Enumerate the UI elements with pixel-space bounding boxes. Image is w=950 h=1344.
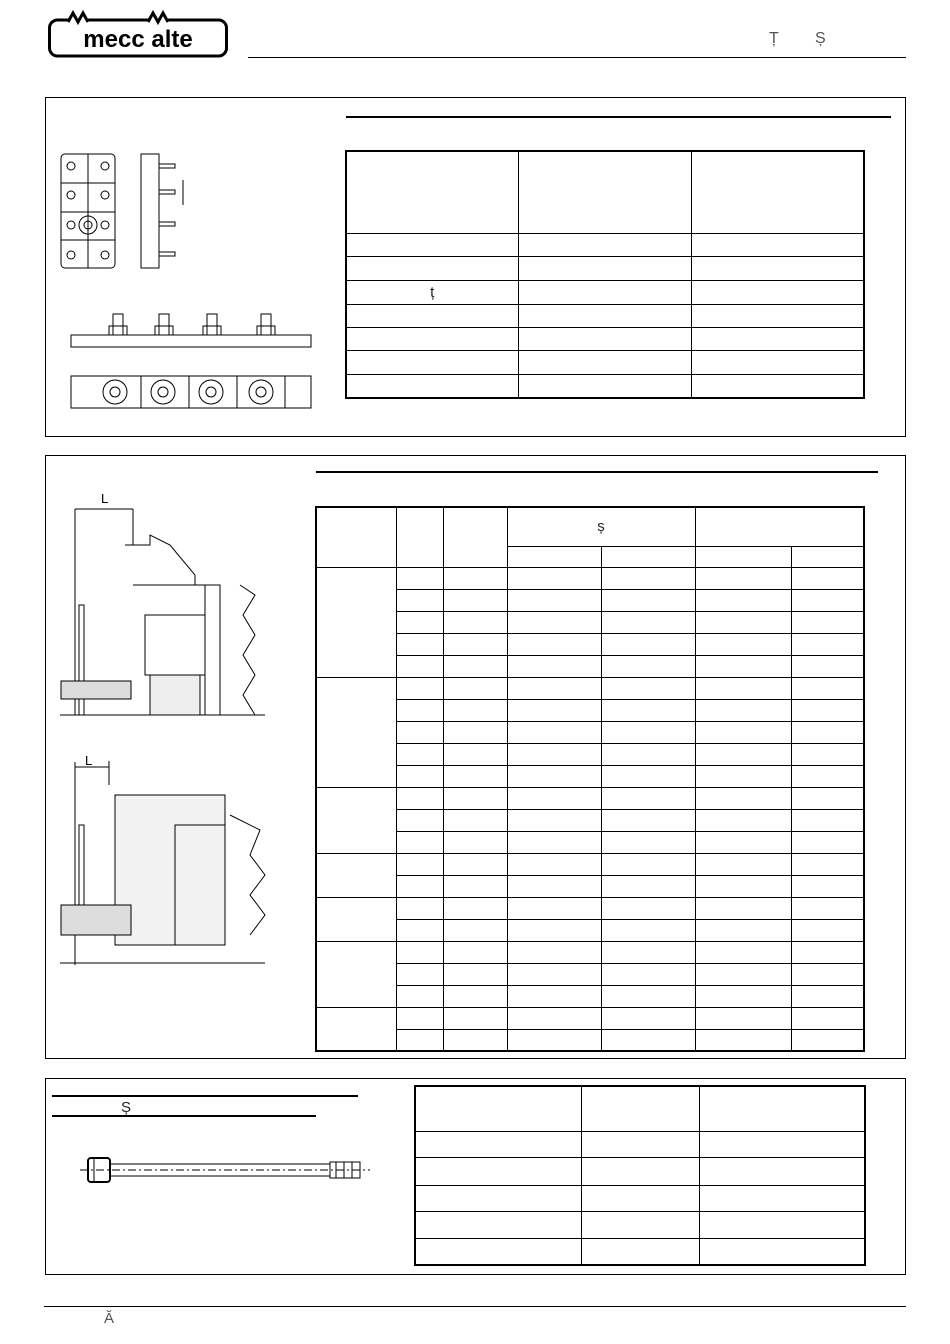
table-cell — [791, 743, 864, 765]
table-cell — [507, 787, 601, 809]
table-cell — [443, 765, 507, 787]
table-cell — [415, 1239, 581, 1265]
table-cell — [791, 589, 864, 611]
table-cell — [581, 1211, 699, 1238]
table-cell — [601, 1029, 695, 1051]
table-cell — [443, 589, 507, 611]
table-cell — [396, 875, 443, 897]
header-mark: ș — [597, 518, 605, 536]
table-cell — [601, 809, 695, 831]
table-cell — [443, 507, 507, 567]
table-cell — [791, 897, 864, 919]
terminal-spec-table — [345, 150, 865, 399]
table-cell — [507, 721, 601, 743]
table-cell — [346, 151, 518, 233]
table-cell — [396, 809, 443, 831]
table-cell — [507, 831, 601, 853]
table-cell — [396, 567, 443, 589]
table-cell — [695, 721, 791, 743]
table-cell — [443, 963, 507, 985]
table-cell — [316, 787, 396, 853]
table-cell — [601, 941, 695, 963]
table-header-group — [695, 507, 864, 546]
table-cell — [443, 787, 507, 809]
table-cell — [415, 1086, 581, 1132]
table-cell — [601, 897, 695, 919]
table-cell — [699, 1211, 865, 1238]
table-cell — [791, 1007, 864, 1029]
table-cell — [791, 941, 864, 963]
table-cell — [695, 589, 791, 611]
table-cell — [443, 743, 507, 765]
table-cell — [695, 743, 791, 765]
table-cell — [601, 546, 695, 567]
table-cell — [346, 256, 518, 280]
table-cell — [695, 787, 791, 809]
table-cell — [396, 589, 443, 611]
table-cell — [346, 327, 518, 350]
table-cell — [396, 633, 443, 655]
table-cell — [601, 831, 695, 853]
table-cell — [695, 941, 791, 963]
table-cell — [507, 1007, 601, 1029]
table-cell — [518, 280, 691, 304]
table-cell — [601, 985, 695, 1007]
table-cell — [518, 256, 691, 280]
table-cell — [396, 941, 443, 963]
table-cell — [695, 633, 791, 655]
table-cell — [691, 350, 864, 374]
table-cell — [443, 919, 507, 941]
table-cell — [396, 743, 443, 765]
table-cell — [601, 567, 695, 589]
table-cell — [396, 765, 443, 787]
table-cell — [791, 765, 864, 787]
table-cell — [518, 374, 691, 398]
dimension-label-bottom: L — [85, 753, 93, 768]
table-cell — [791, 875, 864, 897]
table-cell — [396, 897, 443, 919]
table-cell — [316, 1007, 396, 1051]
table-cell — [507, 985, 601, 1007]
table-cell — [695, 963, 791, 985]
table-cell — [316, 567, 396, 677]
terminal-board-drawing — [55, 150, 325, 415]
table-cell — [518, 350, 691, 374]
table-cell — [699, 1239, 865, 1265]
table-cell — [791, 1029, 864, 1051]
table-cell — [507, 589, 601, 611]
table-cell — [699, 1158, 865, 1185]
table-header-group — [507, 507, 695, 546]
table-cell — [691, 327, 864, 350]
table-cell — [507, 765, 601, 787]
table-cell — [346, 374, 518, 398]
table-cell — [316, 507, 396, 567]
table-cell — [507, 941, 601, 963]
table-cell — [581, 1132, 699, 1158]
table-cell — [443, 875, 507, 897]
table-cell — [695, 611, 791, 633]
table-cell — [507, 809, 601, 831]
table-cell — [346, 304, 518, 327]
table-cell — [791, 677, 864, 699]
table-cell — [791, 853, 864, 875]
table-cell — [443, 633, 507, 655]
table-cell — [443, 897, 507, 919]
table-cell — [443, 677, 507, 699]
table-cell — [601, 963, 695, 985]
header-glyph-left: Ț — [769, 30, 779, 47]
table-cell — [396, 853, 443, 875]
table-cell — [507, 897, 601, 919]
table-cell — [581, 1185, 699, 1211]
table-cell — [601, 743, 695, 765]
table-cell — [507, 743, 601, 765]
table-cell — [396, 677, 443, 699]
table-cell — [791, 611, 864, 633]
coupling-section-drawing — [55, 485, 270, 985]
panel3-title-mark: Ș — [121, 1099, 132, 1116]
table-cell — [695, 655, 791, 677]
table-cell — [346, 280, 518, 304]
table-cell — [791, 963, 864, 985]
panel2-title-rule — [316, 471, 878, 473]
table-cell — [601, 721, 695, 743]
table-cell — [601, 589, 695, 611]
panel3-subtitle-rule — [52, 1115, 316, 1117]
coupling-spec-table — [315, 506, 865, 1052]
table-cell — [691, 280, 864, 304]
table-cell — [415, 1185, 581, 1211]
table-cell — [507, 699, 601, 721]
table-cell — [443, 655, 507, 677]
table-cell — [695, 765, 791, 787]
table-cell — [695, 1029, 791, 1051]
table-cell — [695, 699, 791, 721]
table-cell — [791, 655, 864, 677]
table-cell — [791, 567, 864, 589]
table-cell — [518, 304, 691, 327]
table-cell — [507, 633, 601, 655]
table-cell — [581, 1239, 699, 1265]
table-cell — [791, 787, 864, 809]
header-glyph-right: Ș — [815, 30, 826, 47]
table-cell — [791, 831, 864, 853]
table-cell — [316, 941, 396, 1007]
table-cell — [507, 546, 601, 567]
table-cell — [507, 919, 601, 941]
table-cell — [601, 1007, 695, 1029]
table-cell — [601, 787, 695, 809]
table-cell — [601, 853, 695, 875]
table-cell — [443, 853, 507, 875]
table-cell — [396, 919, 443, 941]
footer-rule — [44, 1306, 906, 1307]
table-cell — [691, 374, 864, 398]
table-cell — [346, 233, 518, 256]
table-cell — [699, 1086, 865, 1132]
table-cell — [791, 919, 864, 941]
table-cell — [691, 304, 864, 327]
table-cell — [695, 831, 791, 853]
table-cell — [507, 677, 601, 699]
table-cell — [396, 787, 443, 809]
table-cell — [691, 233, 864, 256]
table-cell — [415, 1158, 581, 1185]
table-cell — [507, 567, 601, 589]
table-cell — [507, 1029, 601, 1051]
table-cell — [443, 809, 507, 831]
table-cell — [601, 875, 695, 897]
table-cell — [695, 1007, 791, 1029]
table-cell — [396, 655, 443, 677]
table-cell — [443, 611, 507, 633]
table-cell — [507, 963, 601, 985]
table-cell — [581, 1086, 699, 1132]
table-cell — [601, 765, 695, 787]
dimension-label-top: L — [101, 491, 109, 506]
footer-glyph: Ă — [104, 1310, 115, 1327]
table-cell — [415, 1211, 581, 1238]
mecc-alte-logo — [48, 10, 228, 58]
bolt-spec-table — [414, 1085, 866, 1266]
table-cell — [316, 677, 396, 787]
panel3-title-rule — [52, 1095, 358, 1097]
table-cell — [791, 633, 864, 655]
table-cell — [443, 831, 507, 853]
table-cell — [518, 327, 691, 350]
table-cell — [443, 699, 507, 721]
table-cell — [415, 1132, 581, 1158]
table-cell — [396, 1007, 443, 1029]
table-cell — [601, 633, 695, 655]
table-cell — [443, 1029, 507, 1051]
table-cell — [791, 985, 864, 1007]
bolt-drawing — [80, 1150, 370, 1190]
table-cell — [507, 875, 601, 897]
table-cell — [791, 721, 864, 743]
table-cell — [695, 546, 791, 567]
table-cell — [791, 546, 864, 567]
table-cell — [699, 1185, 865, 1211]
table-cell — [316, 853, 396, 897]
table-cell — [443, 721, 507, 743]
table-cell — [601, 919, 695, 941]
table-cell — [507, 611, 601, 633]
table-cell — [396, 721, 443, 743]
table-cell — [791, 699, 864, 721]
table-cell — [316, 897, 396, 941]
panel1-title-rule — [346, 116, 891, 118]
table-cell — [695, 985, 791, 1007]
table-cell — [396, 699, 443, 721]
table-cell — [601, 611, 695, 633]
table-cell — [581, 1158, 699, 1185]
table-cell — [695, 809, 791, 831]
header-rule — [248, 57, 906, 58]
table-cell — [443, 985, 507, 1007]
table-cell — [507, 853, 601, 875]
table-cell — [695, 853, 791, 875]
logo-text: mecc alte — [83, 26, 193, 53]
table-cell — [695, 919, 791, 941]
table-cell — [396, 985, 443, 1007]
table-cell — [346, 350, 518, 374]
table-cell — [699, 1132, 865, 1158]
table-cell — [507, 655, 601, 677]
table-cell — [695, 897, 791, 919]
table-cell — [691, 151, 864, 233]
table-cell — [396, 507, 443, 567]
table-cell — [396, 1029, 443, 1051]
table-cell — [601, 677, 695, 699]
table-cell — [443, 941, 507, 963]
table-cell — [518, 233, 691, 256]
table-cell — [601, 699, 695, 721]
cell-mark: ț — [430, 283, 435, 301]
table-cell — [518, 151, 691, 233]
table-cell — [443, 567, 507, 589]
table-cell — [601, 655, 695, 677]
table-cell — [396, 831, 443, 853]
table-cell — [691, 256, 864, 280]
table-cell — [695, 875, 791, 897]
table-cell — [443, 1007, 507, 1029]
table-cell — [396, 963, 443, 985]
table-cell — [695, 677, 791, 699]
table-cell — [791, 809, 864, 831]
table-cell — [396, 611, 443, 633]
table-cell — [695, 567, 791, 589]
